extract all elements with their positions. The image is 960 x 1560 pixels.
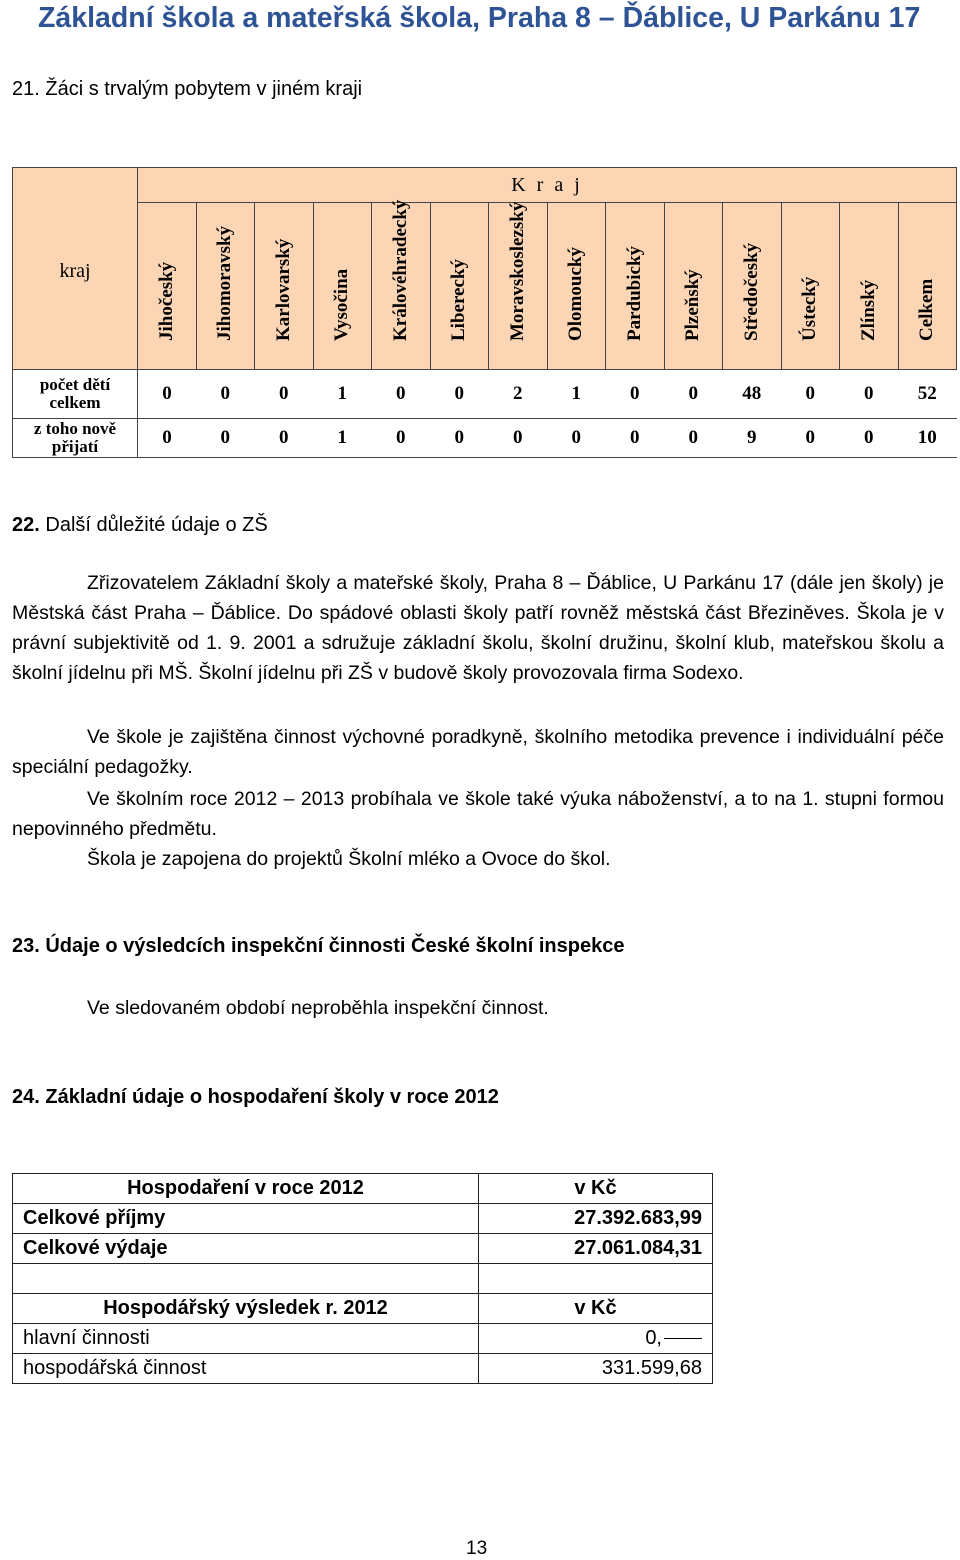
expense-value: 27.061.084,31 [479,1234,713,1264]
paragraph: Zřizovatelem Základní školy a mateřské školy, Praha 8 – Ďáblice, U Parkánu 17 (dále jen školy) je Městská část Praha – Ďáblice. Do spádové oblasti školy patří rovněž městská část Březiněves. Škola je v právní subjektivitě od 1. 9. 2001 a sdružuje základní školu, školní družinu, školní klub, mateřskou školu a školní jídelnu při MŠ. Školní jídelnu při ZŠ v budově školy provozovala firma Sodexo. [12,572,944,684]
table-cell: 9 [723,419,782,458]
table-cell: 0 [430,370,489,419]
column-header [547,203,606,370]
column-header [723,203,782,370]
column-header [372,199,431,370]
finance-header-label: Hospodaření v roce 2012 [13,1174,479,1204]
finance-table [12,1173,713,1384]
table-cell: 1 [547,370,606,419]
table-cell: 0 [840,419,899,458]
paragraph: Ve školním roce 2012 – 2013 probíhala ve škole také výuka náboženství, a to na 1. stupni formou nepovinného předmětu. [12,788,944,840]
column-header-text: Karlovarský [272,238,294,341]
table-cell: 10 [898,419,957,458]
column-header [430,203,489,370]
table-cell: 1 [313,370,372,419]
table-row [13,1264,713,1294]
section-23-heading: 23. Údaje o výsledcích inspekční činnosti České školní inspekce [12,935,625,957]
column-header [255,203,314,370]
table-row [13,419,957,458]
paragraph: Škola je zapojena do projektů Školní mléko a Ovoce do škol. [87,848,611,870]
column-header [489,203,548,370]
column-header [138,203,197,370]
page-title: Základní škola a mateřská škola, Praha 8 – Ďáblice, U Parkánu 17 [38,2,921,34]
column-header-text: Zlínský [857,279,879,341]
table-cell: 0 [840,370,899,419]
table-cell: 0 [138,370,197,419]
column-header-text: Moravskoslezský [506,201,528,341]
income-value: 27.392.683,99 [479,1204,713,1234]
section-21-heading: 21. Žáci s trvalým pobytem v jiném kraji [12,78,363,100]
table-cell: 0 [781,370,840,419]
region-table [12,167,957,458]
table-cell: 0 [138,419,197,458]
finance-header-unit: v Kč [479,1174,713,1204]
economic-activity-value: 331.599,68 [479,1354,713,1384]
table-cell: 0 [430,419,489,458]
column-header-text: Jihomoravský [214,225,236,341]
page-number: 13 [466,1538,488,1559]
inspection-text: Ve sledovaném období neproběhla inspekční činnost. [87,997,549,1019]
column-header-text: Liberecký [448,259,470,341]
expense-label: Celkové výdaje [13,1234,479,1264]
main-activity-amount: 0, [645,1327,662,1349]
economic-activity-label: hospodářská činnost [13,1354,479,1384]
column-header [840,203,899,370]
table-row [13,370,957,419]
column-header [196,203,255,370]
row-label: z toho nově přijatí [13,419,138,458]
column-header-text: Plzeňský [682,269,704,341]
income-label: Celkové příjmy [13,1204,479,1234]
table-cell: 0 [489,419,548,458]
section-24-heading: 24. Základní údaje o hospodaření školy v roce 2012 [12,1086,499,1108]
table-cell: 48 [723,370,782,419]
column-header-text: Olomoucký [565,247,587,341]
column-header [313,203,372,370]
column-header [664,203,723,370]
column-header [606,203,665,370]
table-cell: 0 [255,370,314,419]
table-cell: 52 [898,370,957,419]
section-22-title: Další důležité údaje o ZŠ [45,514,268,536]
main-activity-value [479,1324,713,1354]
empty-cell [479,1264,713,1294]
column-header-text: Ústecký [799,276,821,341]
table-cell: 0 [606,419,665,458]
table-row [13,1294,713,1324]
corner-label: kraj [13,168,138,370]
table-cell: 0 [547,419,606,458]
table-row [13,1354,713,1384]
result-header-unit: v Kč [479,1294,713,1324]
result-header-label: Hospodářský výsledek r. 2012 [13,1294,479,1324]
dash-line [664,1338,702,1339]
group-label: K r a j [138,168,957,203]
table-row [13,1174,713,1204]
column-header-text: Pardubický [623,245,645,341]
table-cell: 0 [196,370,255,419]
table-row [13,1204,713,1234]
column-header-text: Jihočeský [155,261,177,341]
row-label: počet dětí celkem [13,370,138,419]
section-22-number: 22. [12,514,40,536]
column-header-text: Středočeský [740,242,762,341]
table-cell: 0 [664,419,723,458]
table-cell: 0 [255,419,314,458]
table-cell: 0 [372,419,431,458]
column-header [781,203,840,370]
main-activity-label: hlavní činnosti [13,1324,479,1354]
column-header-text: Celkem [916,278,938,341]
section-22-heading [12,514,268,537]
table-row [13,1324,713,1354]
column-header-text: Královéhradecký [389,199,411,341]
table-cell: 0 [372,370,431,419]
table-cell: 0 [606,370,665,419]
paragraph: Ve škole je zajištěna činnost výchovné poradkyně, školního metodika prevence i individuální péče speciální pedagožky. [12,726,944,778]
table-cell: 0 [664,370,723,419]
table-cell: 0 [781,419,840,458]
table-row [13,1234,713,1264]
table-cell: 1 [313,419,372,458]
table-cell: 2 [489,370,548,419]
column-header-text: Vysočina [331,268,353,341]
empty-cell [13,1264,479,1294]
table-cell: 0 [196,419,255,458]
column-header [898,203,957,370]
